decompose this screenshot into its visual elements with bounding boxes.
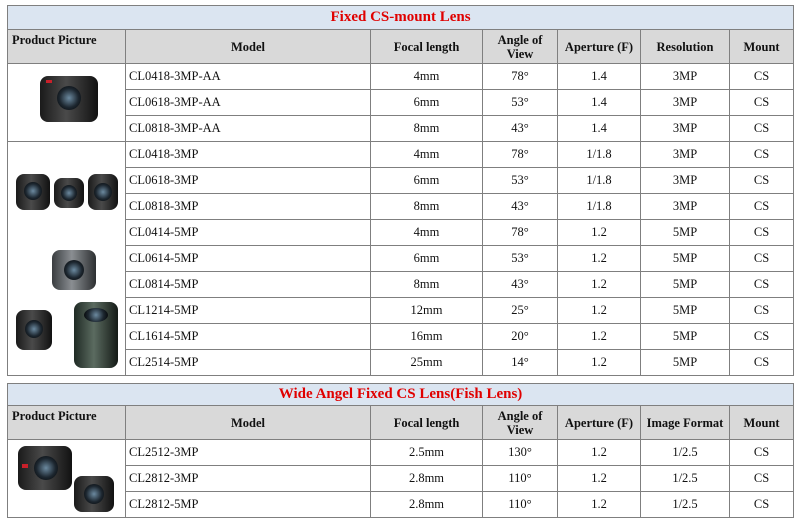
focal-cell: 8mm (371, 194, 483, 220)
header-mount: Mount (730, 30, 794, 64)
header-product-picture: Product Picture (8, 30, 126, 64)
aperture-cell: 1.4 (558, 90, 641, 116)
angle-cell: 110° (483, 492, 558, 518)
mount-cell: CS (730, 246, 794, 272)
header-image-format: Image Format (641, 406, 730, 440)
lens-photo-icon (52, 250, 96, 290)
angle-cell: 20° (483, 324, 558, 350)
aperture-cell: 1.2 (558, 220, 641, 246)
fish-lens-table (7, 383, 794, 518)
header-focal-length: Focal length (371, 30, 483, 64)
model-cell: CL0418-3MP-AA (126, 64, 371, 90)
mount-cell: CS (730, 116, 794, 142)
table-row (8, 142, 794, 168)
model-cell: CL2812-5MP (126, 492, 371, 518)
mount-cell: CS (730, 324, 794, 350)
header-angle-of-view: Angle of View (483, 406, 558, 440)
angle-cell: 78° (483, 220, 558, 246)
table-row (8, 440, 794, 466)
angle-cell: 43° (483, 194, 558, 220)
model-cell: CL0818-3MP-AA (126, 116, 371, 142)
focal-cell: 2.8mm (371, 466, 483, 492)
lens-photo-icon (74, 302, 118, 368)
lens-photo-icon (16, 174, 50, 210)
model-cell: CL0618-3MP-AA (126, 90, 371, 116)
image-format-cell: 1/2.5 (641, 492, 730, 518)
header-focal-length: Focal length (371, 406, 483, 440)
lens-photo-icon (16, 310, 52, 350)
resolution-cell: 5MP (641, 350, 730, 376)
resolution-cell: 3MP (641, 116, 730, 142)
product-picture-cell (8, 440, 126, 518)
angle-cell: 25° (483, 298, 558, 324)
model-cell: CL2812-3MP (126, 466, 371, 492)
lens-photo-icon (88, 174, 118, 210)
aperture-cell: 1.2 (558, 246, 641, 272)
header-model: Model (126, 30, 371, 64)
model-cell: CL0618-3MP (126, 168, 371, 194)
header-model: Model (126, 406, 371, 440)
focal-cell: 4mm (371, 142, 483, 168)
aperture-cell: 1.4 (558, 116, 641, 142)
resolution-cell: 5MP (641, 246, 730, 272)
resolution-cell: 3MP (641, 142, 730, 168)
aperture-cell: 1/1.8 (558, 194, 641, 220)
table-row (8, 64, 794, 90)
angle-cell: 43° (483, 116, 558, 142)
product-picture-cell (8, 142, 126, 376)
resolution-cell: 5MP (641, 220, 730, 246)
lens-photo-icon (18, 446, 72, 490)
header-resolution: Resolution (641, 30, 730, 64)
aperture-cell: 1.2 (558, 272, 641, 298)
angle-cell: 110° (483, 466, 558, 492)
lens-photo-icon (74, 476, 114, 512)
aperture-cell: 1.4 (558, 64, 641, 90)
focal-cell: 6mm (371, 168, 483, 194)
focal-cell: 2.8mm (371, 492, 483, 518)
model-cell: CL1214-5MP (126, 298, 371, 324)
resolution-cell: 5MP (641, 298, 730, 324)
model-cell: CL0818-3MP (126, 194, 371, 220)
focal-cell: 6mm (371, 246, 483, 272)
fixed-cs-mount-table (7, 5, 794, 376)
mount-cell: CS (730, 466, 794, 492)
focal-cell: 4mm (371, 220, 483, 246)
resolution-cell: 3MP (641, 194, 730, 220)
focal-cell: 12mm (371, 298, 483, 324)
mount-cell: CS (730, 194, 794, 220)
lens-photo-icon (40, 76, 98, 122)
section-title: Fixed CS-mount Lens (8, 6, 794, 30)
aperture-cell: 1/1.8 (558, 142, 641, 168)
resolution-cell: 5MP (641, 272, 730, 298)
focal-cell: 4mm (371, 64, 483, 90)
model-cell: CL2514-5MP (126, 350, 371, 376)
focal-cell: 8mm (371, 272, 483, 298)
mount-cell: CS (730, 440, 794, 466)
mount-cell: CS (730, 298, 794, 324)
mount-cell: CS (730, 350, 794, 376)
angle-cell: 43° (483, 272, 558, 298)
header-aperture: Aperture (F) (558, 406, 641, 440)
model-cell: CL2512-3MP (126, 440, 371, 466)
mount-cell: CS (730, 220, 794, 246)
mount-cell: CS (730, 142, 794, 168)
resolution-cell: 5MP (641, 324, 730, 350)
mount-cell: CS (730, 168, 794, 194)
focal-cell: 8mm (371, 116, 483, 142)
model-cell: CL1614-5MP (126, 324, 371, 350)
focal-cell: 6mm (371, 90, 483, 116)
model-cell: CL0814-5MP (126, 272, 371, 298)
aperture-cell: 1.2 (558, 298, 641, 324)
mount-cell: CS (730, 492, 794, 518)
mount-cell: CS (730, 64, 794, 90)
angle-cell: 78° (483, 64, 558, 90)
aperture-cell: 1.2 (558, 350, 641, 376)
image-format-cell: 1/2.5 (641, 466, 730, 492)
header-product-picture: Product Picture (8, 406, 126, 440)
focal-cell: 16mm (371, 324, 483, 350)
product-picture-cell (8, 64, 126, 142)
header-mount: Mount (730, 406, 794, 440)
angle-cell: 14° (483, 350, 558, 376)
header-aperture: Aperture (F) (558, 30, 641, 64)
image-format-cell: 1/2.5 (641, 440, 730, 466)
aperture-cell: 1.2 (558, 324, 641, 350)
angle-cell: 53° (483, 246, 558, 272)
aperture-cell: 1.2 (558, 466, 641, 492)
header-angle-of-view: Angle of View (483, 30, 558, 64)
focal-cell: 2.5mm (371, 440, 483, 466)
lens-photo-icon (54, 178, 84, 208)
focal-cell: 25mm (371, 350, 483, 376)
angle-cell: 78° (483, 142, 558, 168)
model-cell: CL0414-5MP (126, 220, 371, 246)
angle-cell: 53° (483, 90, 558, 116)
angle-cell: 53° (483, 168, 558, 194)
aperture-cell: 1.2 (558, 440, 641, 466)
angle-cell: 130° (483, 440, 558, 466)
model-cell: CL0614-5MP (126, 246, 371, 272)
model-cell: CL0418-3MP (126, 142, 371, 168)
aperture-cell: 1/1.8 (558, 168, 641, 194)
mount-cell: CS (730, 272, 794, 298)
resolution-cell: 3MP (641, 90, 730, 116)
mount-cell: CS (730, 90, 794, 116)
section-title: Wide Angel Fixed CS Lens(Fish Lens) (8, 384, 794, 406)
resolution-cell: 3MP (641, 168, 730, 194)
resolution-cell: 3MP (641, 64, 730, 90)
aperture-cell: 1.2 (558, 492, 641, 518)
